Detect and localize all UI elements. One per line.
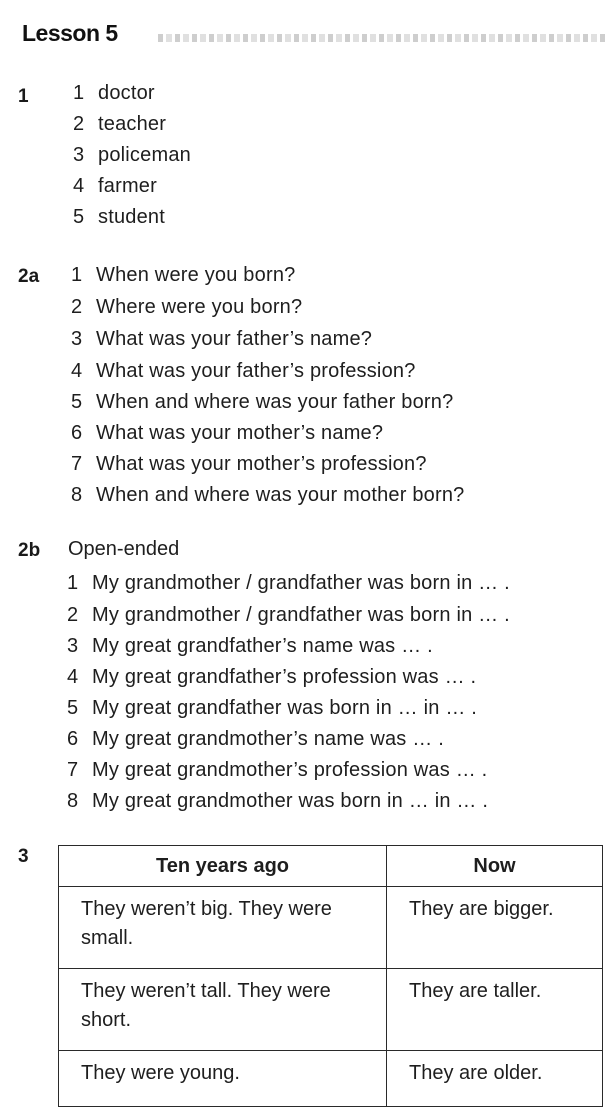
ex1-item — [73, 144, 191, 167]
ex2a-item — [71, 422, 383, 445]
ex2b-item — [67, 635, 433, 658]
item-text: Where were you born? — [96, 296, 303, 318]
item-text: My grandmother / grandfather was born in … . — [92, 604, 510, 626]
item-text: My great grandmother’s profession was … . — [92, 759, 488, 781]
title-decorative-rule — [158, 34, 608, 42]
exercise-2a-number: 2a — [18, 266, 40, 287]
item-number: 4 — [67, 666, 79, 688]
item-text: When were you born? — [96, 264, 296, 286]
cell-now: They are older. — [387, 1051, 603, 1107]
item-text: My great grandfather’s profession was … . — [92, 666, 477, 688]
ex2a-item — [71, 484, 465, 507]
item-text: What was your father’s name? — [96, 328, 373, 350]
item-number: 1 — [73, 82, 85, 104]
item-text: farmer — [98, 175, 157, 197]
item-number: 7 — [67, 759, 79, 781]
ex2b-item — [67, 572, 510, 595]
exercise-2b-number: 2b — [18, 540, 41, 561]
item-number: 1 — [71, 264, 83, 286]
header-ten-years-ago: Ten years ago — [59, 846, 387, 887]
cell-ten-years-ago: They were young. — [59, 1051, 387, 1107]
ex1-item — [73, 175, 157, 198]
ex2b-item — [67, 759, 487, 782]
cell-ten-years-ago: They weren’t tall. They were short. — [59, 969, 387, 1051]
ex1-item — [73, 206, 165, 229]
ex2a-item — [71, 264, 295, 287]
item-text: When and where was your mother born? — [96, 484, 465, 506]
cell-now: They are bigger. — [387, 887, 603, 969]
table-header-row — [59, 846, 603, 887]
ex1-item — [73, 113, 166, 136]
ex1-item — [73, 82, 155, 105]
item-text: My grandmother / grandfather was born in … . — [92, 572, 510, 594]
item-number: 6 — [71, 422, 83, 444]
item-text: When and where was your father born? — [96, 391, 454, 413]
cell-ten-years-ago: They weren’t big. They were small. — [59, 887, 387, 969]
exercise-3-number: 3 — [18, 846, 29, 867]
item-number: 6 — [67, 728, 79, 750]
ex2a-item — [71, 328, 372, 351]
item-number: 2 — [67, 604, 79, 626]
item-number: 3 — [73, 144, 85, 166]
item-number: 2 — [73, 113, 85, 135]
table-row — [59, 1051, 603, 1107]
ex2a-item — [71, 453, 427, 476]
item-number: 1 — [67, 572, 79, 594]
item-text: doctor — [98, 82, 155, 104]
ex2a-item — [71, 296, 302, 319]
item-text: My great grandfather was born in … in … . — [92, 697, 478, 719]
item-number: 3 — [71, 328, 83, 350]
cell-now: They are taller. — [387, 969, 603, 1051]
item-number: 4 — [73, 175, 85, 197]
header-now: Now — [387, 846, 603, 887]
ex2b-item — [67, 728, 444, 751]
item-text: What was your mother’s name? — [96, 422, 384, 444]
item-number: 5 — [67, 697, 79, 719]
item-text: What was your mother’s profession? — [96, 453, 427, 475]
item-text: student — [98, 206, 166, 228]
item-number: 2 — [71, 296, 83, 318]
item-number: 5 — [71, 391, 83, 413]
item-number: 8 — [71, 484, 83, 506]
ex2b-item — [67, 790, 488, 813]
table-row — [59, 969, 603, 1051]
item-number: 3 — [67, 635, 79, 657]
item-text: What was your father’s profession? — [96, 360, 416, 382]
item-number: 4 — [71, 360, 83, 382]
lesson-title: Lesson 5 — [22, 20, 118, 46]
item-text: teacher — [98, 113, 167, 135]
item-text: My great grandmother’s name was … . — [92, 728, 444, 750]
exercise-1-number: 1 — [18, 86, 29, 107]
item-number: 8 — [67, 790, 79, 812]
item-number: 7 — [71, 453, 83, 475]
ex2a-item — [71, 391, 453, 414]
ex2b-item — [67, 666, 476, 689]
exercise-2b-subtitle: Open-ended — [68, 538, 180, 560]
item-text: policeman — [98, 144, 191, 166]
comparison-table — [58, 845, 603, 1107]
ex2a-item — [71, 360, 416, 383]
item-number: 5 — [73, 206, 85, 228]
ex2b-item — [67, 604, 510, 627]
item-text: My great grandfather’s name was … . — [92, 635, 433, 657]
ex2b-item — [67, 697, 477, 720]
table-row — [59, 887, 603, 969]
item-text: My great grandmother was born in … in … . — [92, 790, 489, 812]
